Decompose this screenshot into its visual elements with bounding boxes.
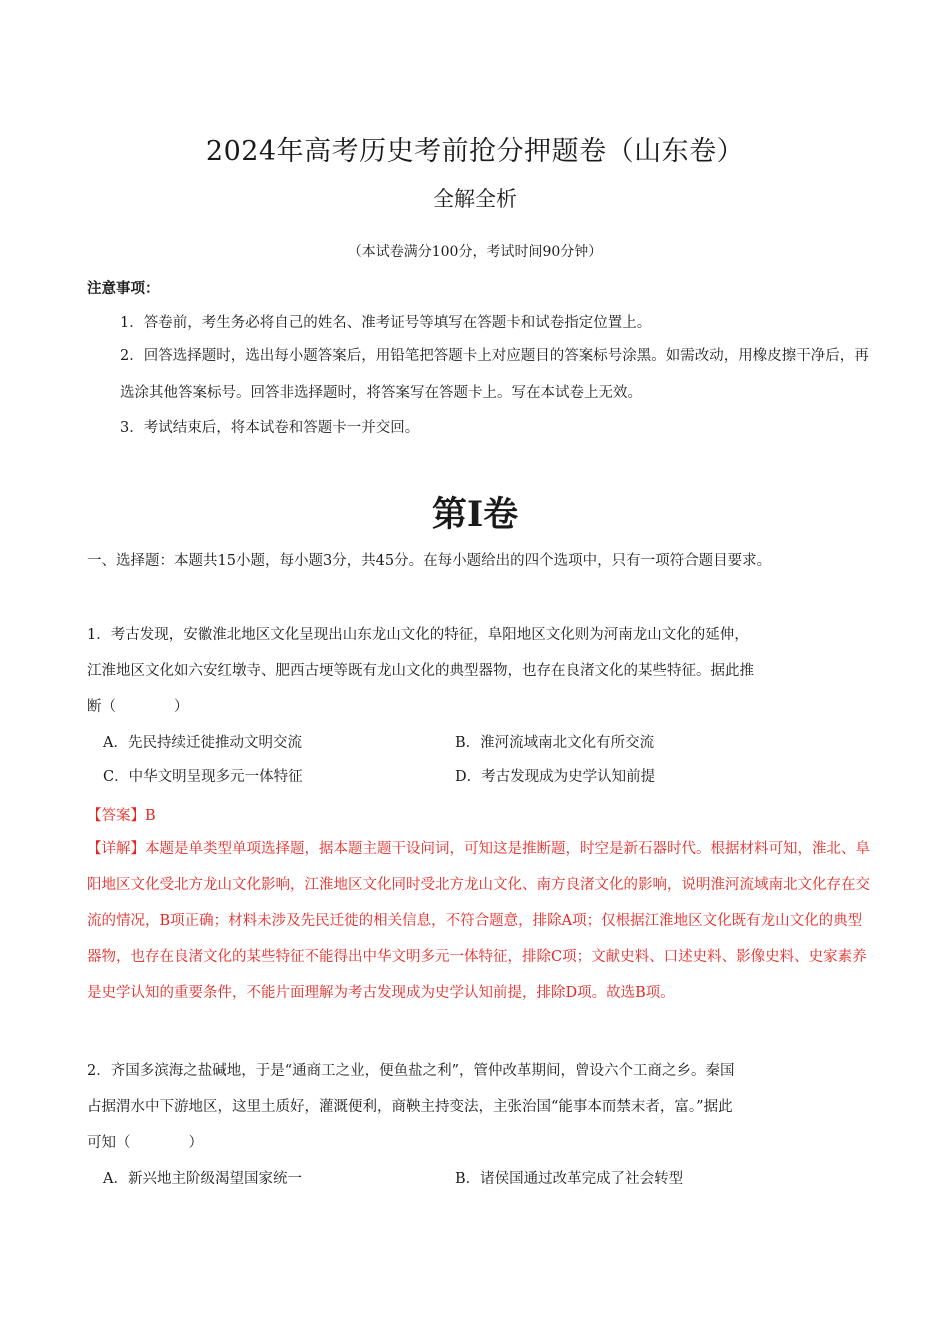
question-2-option-a: A．新兴地主阶级渴望国家统一 [103,1171,302,1187]
section-instruction: 一、选择题：本题共15小题，每小题3分，共45分。在每小题给出的四个选项中，只有一项符合题目要求。 [87,553,772,569]
question-1-line-3: 断（ ） [87,699,189,715]
notice-item-2: 2．回答选择题时，选出每小题答案后，用铅笔把答题卡上对应题目的答案标号涂黑。如需改动，用橡皮擦干净后，再选涂其他答案标号。回答非选择题时，将答案写在答题卡上。写在本试卷上无效。 [120,348,869,401]
section-title: 第Ⅰ卷 [431,494,519,535]
notice-item-3: 3．考试结束后，将本试卷和答题卡一并交回。 [120,420,420,436]
question-1-option-c: C．中华文明呈现多元一体特征 [103,769,303,785]
question-2-line-2: 占据渭水中下游地区，这里土质好，灌溉便利，商鞅主持变法，主张治国“能事本而禁末者，富。”据此 [87,1099,733,1115]
question-1-line-2: 江淮地区文化如六安红墩寺、肥西古埂等既有龙山文化的典型器物，也存在良渚文化的某些特征。据此推 [87,663,754,679]
question-1-line-1: 1．考古发现，安徽淮北地区文化呈现出山东龙山文化的特征，阜阳地区文化则为河南龙山文化的延伸， [87,627,749,643]
question-2-line-3: 可知（ ） [87,1135,203,1151]
page-title: 2024年高考历史考前抢分押题卷（山东卷） [205,136,745,167]
question-1-option-a: A．先民持续迁徙推动文明交流 [103,735,302,751]
page-subtitle: 全解全析 [433,187,517,211]
notice-item-1: 1．答卷前，考生务必将自己的姓名、准考证号等填写在答题卡和试卷指定位置上。 [120,315,652,331]
question-1-option-b: B．淮河流域南北文化有所交流 [455,735,655,751]
question-2-option-b: B．诸侯国通过改革完成了社会转型 [455,1171,684,1187]
exam-info: （本试卷满分100分，考试时间90分钟） [347,244,603,260]
question-1-option-d: D．考古发现成为史学认知前提 [455,769,656,785]
notice-title: 注意事项： [87,281,160,297]
question-1-answer: 【答案】B [87,808,156,824]
question-1-analysis: 【详解】本题是单类型单项选择题，据本题主题干设问词，可知这是推断题，时空是新石器时代。根据材料可知，淮北、阜阳地区文化受北方龙山文化影响，江淮地区文化同时受北方龙山文化、南方良渚文化的影响，说明淮河流域南北文化存在交流的情况，B项正确；材料未涉及先民迁徙的相关信息，不符合题意，排除A项；仅根据江淮地区文化既有龙山文化的典型器物，也存在良渚文化的某些特征不能得出中华文明多元一体特征，排除C项；文献史料、口述史料、影像史料、史家素养是史学认知的重要条件，不能片面理解为考古发现成为史学认知前提，排除D项。故选B项。 [87,841,870,1001]
question-2-line-1: 2．齐国多滨海之盐碱地，于是“通商工之业，便鱼盐之利”，管仲改革期间，曾设六个工商之乡。秦国 [87,1063,735,1079]
